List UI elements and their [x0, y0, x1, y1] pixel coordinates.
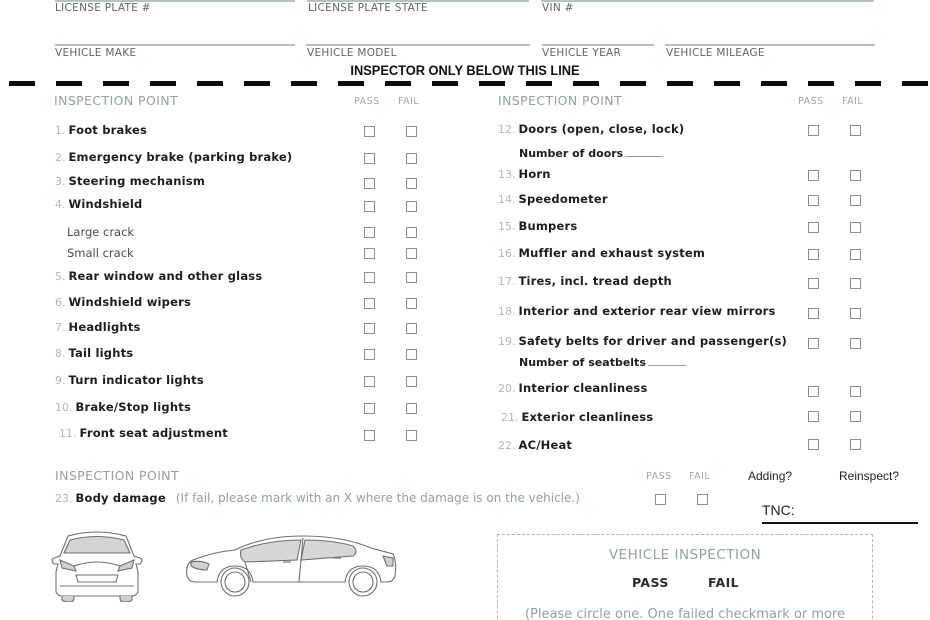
pass-checkbox-18[interactable]: [808, 308, 819, 319]
item-number: 17.: [498, 275, 516, 288]
item-label: Emergency brake (parking brake): [68, 150, 293, 164]
item-label: Exterior cleanliness: [521, 410, 654, 424]
dash: [150, 81, 176, 86]
dash: [761, 81, 787, 86]
fail-checkbox-9[interactable]: [406, 376, 417, 387]
license-plate-label: LICENSE PLATE #: [55, 2, 151, 14]
inspector-only-title: INSPECTOR ONLY BELOW THIS LINE: [350, 63, 580, 78]
dash: [526, 81, 552, 86]
fail-checkbox-16[interactable]: [850, 249, 861, 260]
item-number: 8.: [55, 347, 66, 360]
inspection-item-10: [55, 400, 191, 414]
pass-checkbox-large-crack[interactable]: [364, 227, 375, 238]
item-number: 2.: [55, 151, 66, 164]
pass-checkbox-9[interactable]: [364, 376, 375, 387]
item-label: Foot brakes: [68, 123, 148, 137]
pass-checkbox-19[interactable]: [808, 338, 819, 349]
pass-checkbox-6[interactable]: [364, 298, 375, 309]
item-number: 12.: [498, 123, 516, 136]
result-instructions: (Please circle one. One failed checkmark or more: [524, 607, 846, 620]
result-fail-option[interactable]: FAIL: [708, 575, 739, 590]
item-label: Tires, incl. tread depth: [518, 274, 672, 288]
pass-checkbox-small-crack[interactable]: [364, 248, 375, 259]
pass-column-header: PASS: [354, 96, 380, 107]
vehicle-year-label: VEHICLE YEAR: [542, 47, 622, 59]
pass-checkbox-12[interactable]: [808, 125, 819, 136]
dash: [902, 81, 928, 86]
fail-checkbox-15[interactable]: [850, 222, 861, 233]
vehicle-model-label: VEHICLE MODEL: [307, 47, 397, 59]
inspection-item-19: [498, 334, 787, 348]
item-label: Interior and exterior rear view mirrors: [518, 304, 776, 318]
item-label: Headlights: [68, 320, 141, 334]
vehicle-mileage-label: VEHICLE MILEAGE: [666, 47, 765, 59]
inspection-item-7: [55, 320, 141, 334]
item-number: 21.: [501, 411, 519, 424]
item-label: Speedometer: [518, 192, 608, 206]
item-label: Tail lights: [68, 346, 134, 360]
inspection-item-4: [55, 197, 143, 211]
item-number: 3.: [55, 175, 66, 188]
item-label: Bumpers: [518, 219, 578, 233]
pass-column-header: PASS: [798, 96, 824, 107]
dash: [9, 81, 35, 86]
item-number: 19.: [498, 335, 516, 348]
section-heading: INSPECTION POINT: [54, 93, 179, 108]
pass-checkbox-2[interactable]: [364, 153, 375, 164]
fail-column-header: FAIL: [398, 96, 420, 107]
dash: [338, 81, 364, 86]
pass-checkbox-3[interactable]: [364, 178, 375, 189]
vehicle-make-label: VEHICLE MAKE: [55, 47, 137, 59]
inspection-item-3: [55, 174, 205, 188]
inspection-item-11: [59, 426, 228, 440]
item-number: 15.: [498, 220, 516, 233]
pass-checkbox-7[interactable]: [364, 323, 375, 334]
pass-checkbox-13[interactable]: [808, 170, 819, 181]
pass-column-header: PASS: [646, 471, 672, 482]
inspection-item-13: [498, 167, 551, 181]
vin-field[interactable]: [541, 0, 874, 2]
pass-checkbox-20[interactable]: [808, 386, 819, 397]
item-number: 23.: [55, 492, 73, 505]
inspection-item-2: [55, 150, 292, 164]
pass-checkbox-10[interactable]: [364, 403, 375, 414]
fail-checkbox-23[interactable]: [697, 494, 708, 505]
item-label: Doors (open, close, lock): [518, 122, 685, 136]
fail-checkbox-small-crack[interactable]: [406, 248, 417, 259]
fail-checkbox-21[interactable]: [850, 411, 861, 422]
inspection-item-14: [498, 192, 608, 206]
fail-checkbox-12[interactable]: [850, 125, 861, 136]
item-label: Brake/Stop lights: [75, 400, 191, 414]
inspection-item-9: [55, 373, 204, 387]
dash: [244, 81, 270, 86]
inspection-item-17: [498, 274, 672, 288]
inspection-item-8: [55, 346, 133, 360]
result-title: VEHICLE INSPECTION: [608, 547, 762, 563]
item-number: 6.: [55, 296, 66, 309]
item-number: 22.: [498, 439, 516, 452]
sub-item-large-crack: Large crack: [67, 225, 135, 239]
item-number: 5.: [55, 270, 66, 283]
vehicle-make-field[interactable]: [55, 44, 295, 46]
fail-checkbox-10[interactable]: [406, 403, 417, 414]
inspection-item-12: [498, 122, 684, 136]
item-number: 11.: [59, 427, 77, 440]
number-of-doors-field: [519, 147, 663, 160]
license-plate-state-label: LICENSE PLATE STATE: [308, 2, 428, 14]
fail-checkbox-17[interactable]: [850, 278, 861, 289]
dash: [56, 81, 82, 86]
fail-checkbox-20[interactable]: [850, 386, 861, 397]
pass-checkbox-11[interactable]: [364, 430, 375, 441]
inspection-item-16: [498, 246, 705, 260]
fail-checkbox-5[interactable]: [406, 272, 417, 283]
car-side-view-icon[interactable]: [183, 532, 401, 600]
tnc-input-line[interactable]: [762, 522, 918, 524]
pass-checkbox-5[interactable]: [364, 272, 375, 283]
item-label: Safety belts for driver and passenger(s): [518, 334, 787, 348]
fail-column-header: FAIL: [842, 96, 864, 107]
inspection-item-18: [498, 304, 776, 318]
pass-checkbox-21[interactable]: [808, 411, 819, 422]
dash: [385, 81, 411, 86]
section-heading: INSPECTION POINT: [55, 468, 180, 483]
item-label: Steering mechanism: [68, 174, 206, 188]
fail-checkbox-11[interactable]: [406, 430, 417, 441]
inspection-item-15: [498, 219, 577, 233]
dash: [197, 81, 223, 86]
dash: [667, 81, 693, 86]
pass-checkbox-4[interactable]: [364, 201, 375, 212]
fail-checkbox-large-crack[interactable]: [406, 227, 417, 238]
dash: [103, 81, 129, 86]
item-label: Muffler and exhaust system: [518, 246, 706, 260]
item-number: 4.: [55, 198, 66, 211]
number-of-seatbelts-label: Number of seatbelts: [519, 356, 646, 369]
adding-label: Adding?: [748, 469, 793, 483]
pass-checkbox-14[interactable]: [808, 195, 819, 206]
body-damage-hint: (If fail, please mark with an X where the damage is on the vehicle.): [175, 491, 580, 505]
inspection-item-5: [55, 269, 262, 283]
fail-column-header: FAIL: [689, 471, 711, 482]
item-number: 7.: [55, 321, 66, 334]
vehicle-mileage-field[interactable]: [665, 44, 875, 46]
dash: [714, 81, 740, 86]
result-pass-option[interactable]: PASS: [632, 575, 669, 590]
vehicle-year-field[interactable]: [542, 44, 654, 46]
inspection-item-21: [501, 410, 653, 424]
number-of-doors-label: Number of doors: [519, 147, 624, 160]
pass-checkbox-22[interactable]: [808, 439, 819, 450]
fail-checkbox-3[interactable]: [406, 178, 417, 189]
item-number: 10.: [55, 401, 73, 414]
fail-checkbox-8[interactable]: [406, 349, 417, 360]
item-label: Body damage: [75, 491, 166, 505]
vehicle-inspection-result-box: [497, 534, 873, 620]
number-of-seatbelts-blank[interactable]: [648, 365, 686, 366]
tnc-label: TNC:: [762, 502, 795, 518]
pass-checkbox-17[interactable]: [808, 278, 819, 289]
dash: [291, 81, 317, 86]
dash: [855, 81, 881, 86]
item-label: AC/Heat: [518, 438, 573, 452]
inspection-item-6: [55, 295, 191, 309]
dash: [620, 81, 646, 86]
inspection-item-20: [498, 381, 648, 395]
number-of-seatbelts-field: [519, 356, 686, 369]
dash: [479, 81, 505, 86]
item-number: 16.: [498, 247, 516, 260]
vehicle-model-field[interactable]: [306, 44, 530, 46]
item-number: 9.: [55, 374, 66, 387]
fail-checkbox-14[interactable]: [850, 195, 861, 206]
fail-checkbox-22[interactable]: [850, 439, 861, 450]
fail-checkbox-7[interactable]: [406, 323, 417, 334]
number-of-doors-blank[interactable]: [625, 156, 663, 157]
dash: [808, 81, 834, 86]
item-number: 1.: [55, 124, 66, 137]
item-number: 14.: [498, 193, 516, 206]
item-label: Horn: [518, 167, 551, 181]
pass-checkbox-8[interactable]: [364, 349, 375, 360]
pass-checkbox-23[interactable]: [655, 494, 666, 505]
item-label: Windshield wipers: [68, 295, 192, 309]
fail-checkbox-1[interactable]: [406, 126, 417, 137]
section-heading: INSPECTION POINT: [498, 93, 623, 108]
fail-checkbox-19[interactable]: [850, 338, 861, 349]
car-front-view-icon[interactable]: [46, 528, 148, 602]
item-label: Front seat adjustment: [79, 426, 228, 440]
pass-checkbox-15[interactable]: [808, 222, 819, 233]
fail-checkbox-18[interactable]: [850, 308, 861, 319]
dash: [432, 81, 458, 86]
fail-checkbox-13[interactable]: [850, 170, 861, 181]
item-number: 18.: [498, 305, 516, 318]
item-label: Rear window and other glass: [68, 269, 263, 283]
inspection-item-22: [498, 438, 572, 452]
dash: [573, 81, 599, 86]
fail-checkbox-4[interactable]: [406, 201, 417, 212]
fail-checkbox-2[interactable]: [406, 153, 417, 164]
item-label: Turn indicator lights: [68, 373, 204, 387]
pass-checkbox-16[interactable]: [808, 249, 819, 260]
inspection-item-23: [55, 491, 580, 505]
reinspect-label: Reinspect?: [839, 469, 900, 483]
item-label: Interior cleanliness: [518, 381, 648, 395]
item-number: 20.: [498, 382, 516, 395]
item-number: 13.: [498, 168, 516, 181]
sub-item-small-crack: Small crack: [67, 246, 134, 260]
vin-label: VIN #: [542, 2, 574, 14]
pass-checkbox-1[interactable]: [364, 126, 375, 137]
inspection-item-1: [55, 123, 147, 137]
fail-checkbox-6[interactable]: [406, 298, 417, 309]
item-label: Windshield: [68, 197, 143, 211]
